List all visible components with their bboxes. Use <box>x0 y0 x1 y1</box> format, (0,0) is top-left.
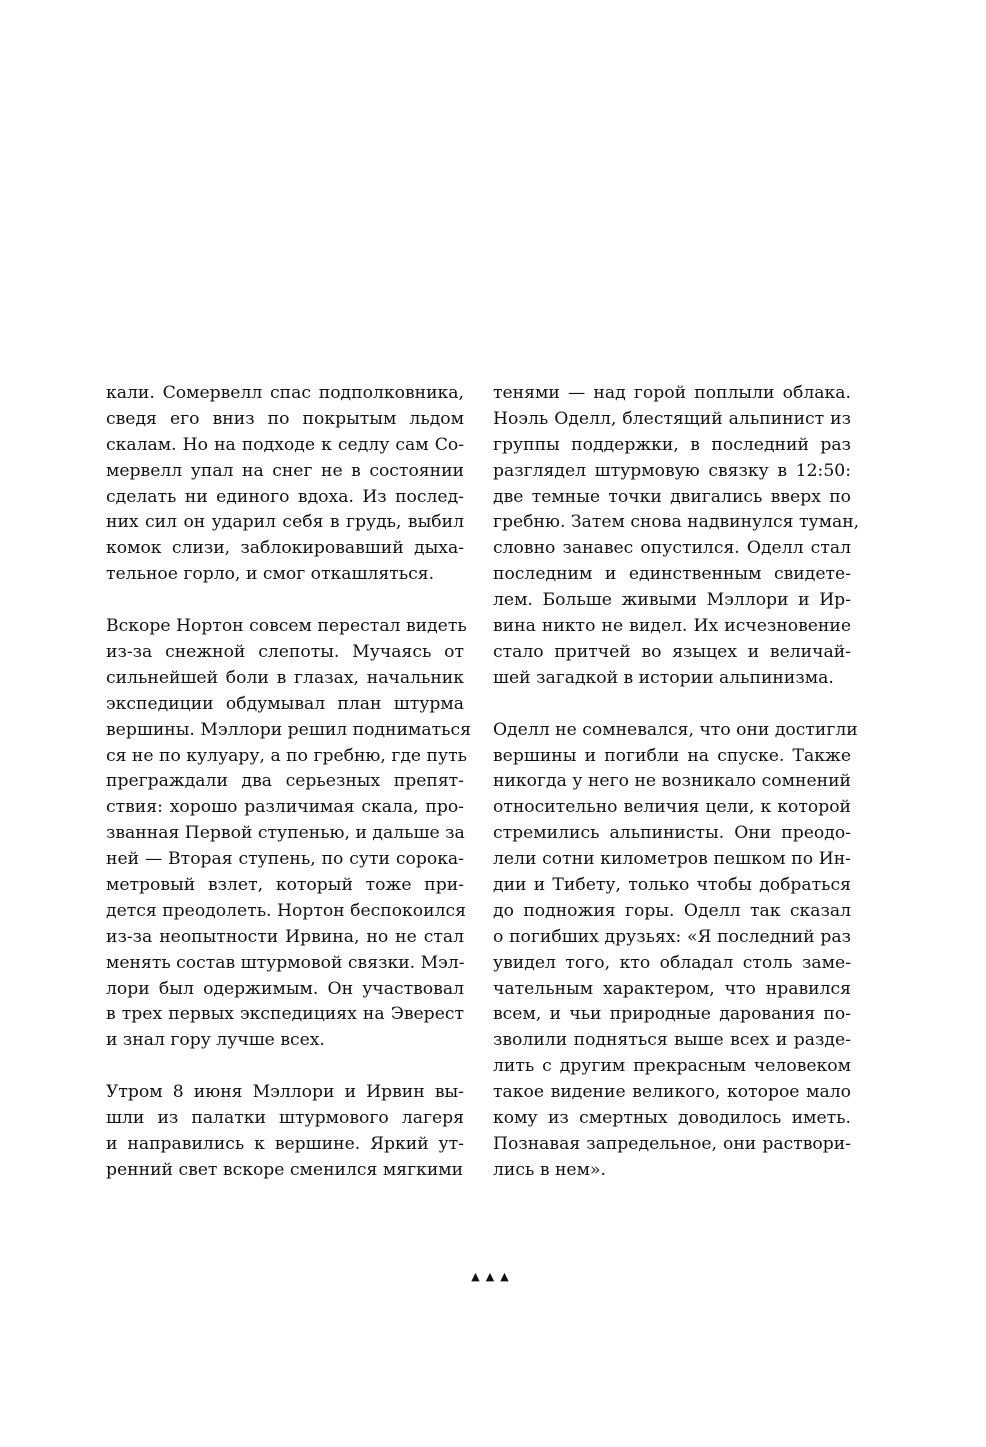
text-line: сильнейшей боли в глазах, начальник <box>106 667 464 688</box>
text-line: вершины. Мэллори решил подниматься <box>106 719 471 740</box>
text-line: комок слизи, заблокировавший дыха- <box>106 538 464 559</box>
text-line: вершины и погибли на спуске. Также <box>493 745 851 766</box>
text-line: сведя его вниз по покрытым льдом <box>106 408 464 429</box>
paragraph-gap <box>493 692 851 718</box>
text-line: менять состав штурмовой связки. Мэл- <box>106 952 465 973</box>
text-line: лись в нем». <box>493 1159 606 1180</box>
text-line: из-за снежной слепоты. Мучаясь от <box>106 642 464 663</box>
text-line: них сил он ударил себя в грудь, выбил <box>106 512 464 533</box>
text-line: никогда у него не возникало сомнений <box>493 771 851 792</box>
text-line: лить с другим прекрасным человеком <box>493 1056 851 1077</box>
paragraph-gap <box>106 1054 464 1080</box>
section-break-ornament <box>0 1270 986 1284</box>
text-line: группы поддержки, в последний раз <box>493 434 851 455</box>
text-line: и направились к вершине. Яркий ут- <box>106 1134 464 1155</box>
text-line: относительно величия цели, к которой <box>493 797 851 818</box>
text-line: лем. Больше живыми Мэллори и Ир- <box>493 590 851 611</box>
text-line: Познавая запредельное, они раствори- <box>493 1133 851 1154</box>
text-line: о погибших друзьях: «Я последний раз <box>493 926 851 947</box>
text-line: Вскоре Нортон совсем перестал видеть <box>106 616 467 637</box>
text-line: в трех первых экспедициях на Эверест <box>106 1004 464 1025</box>
text-line: званная Первой ступенью, и дальше за <box>106 823 465 844</box>
text-line: стремились альпинисты. Они преодо- <box>493 823 851 844</box>
text-line: стало притчей во языцех и величай- <box>493 641 851 662</box>
text-line: гребню. Затем снова надвинулся туман, <box>493 512 860 533</box>
text-line: мервелл упал на снег не в состоянии <box>106 460 464 481</box>
text-line: лели сотни километров пешком по Ин- <box>493 849 851 870</box>
triangle-ornament-icon: ▲▲▲ <box>471 1270 515 1283</box>
text-line: ся не по кулуару, а по гребню, где путь <box>106 745 467 766</box>
text-line: кали. Сомервелл спас подполковника, <box>106 383 464 403</box>
text-line: ствия: хорошо различимая скала, про- <box>106 797 464 818</box>
text-line: тенями — над горой поплыли облака. <box>493 383 851 403</box>
text-line: метровый взлет, который тоже при- <box>106 875 464 896</box>
text-line: разглядел штурмовую связку в 12:50: <box>493 460 851 481</box>
text-line: вина никто не видел. Их исчезновение <box>493 616 851 637</box>
text-line: ней — Вторая ступень, по сути сорока- <box>106 849 464 870</box>
text-line: преграждали два серьезных препят- <box>106 771 464 792</box>
text-line: тельное горло, и смог откашляться. <box>106 564 435 585</box>
text-line: Ноэль Оделл, блестящий альпинист из <box>493 408 851 429</box>
paragraph <box>493 718 858 1184</box>
text-line: скалам. Но на подходе к седлу сам Со- <box>106 434 464 455</box>
text-line: шей загадкой в истории альпинизма. <box>493 667 834 688</box>
text-line: дется преодолеть. Нортон беспокоился <box>106 900 466 921</box>
text-line: дии и Тибету, только чтобы добраться <box>493 875 851 896</box>
text-line: увидел того, кто обладал столь заме- <box>493 952 851 973</box>
paragraph-gap <box>106 588 464 614</box>
text-line: шли из палатки штурмового лагеря <box>106 1108 464 1129</box>
text-line: кому из смертных доводилось иметь. <box>493 1108 851 1129</box>
text-line: две темные точки двигались вверх по <box>493 486 851 507</box>
right-text-column <box>493 381 860 1184</box>
paragraph <box>493 381 860 692</box>
left-text-column <box>106 381 471 1184</box>
text-line: Утром 8 июня Мэллори и Ирвин вы- <box>106 1082 464 1103</box>
text-line: зволили подняться выше всех и разде- <box>493 1030 851 1051</box>
text-line: такое видение великого, которое мало <box>493 1082 851 1103</box>
text-line: из-за неопытности Ирвина, но не стал <box>106 926 464 947</box>
paragraph <box>106 614 471 1054</box>
paragraph <box>106 1080 464 1184</box>
text-line: Оделл не сомневался, что они достигли <box>493 719 858 740</box>
text-line: словно занавес опустился. Оделл стал <box>493 538 851 559</box>
text-line: всем, и чьи природные дарования по- <box>493 1004 851 1025</box>
text-line: последним и единственным свидете- <box>493 564 851 585</box>
text-line: экспедиции обдумывал план штурма <box>106 693 464 714</box>
text-line: ренний свет вскоре сменился мягкими <box>106 1159 464 1180</box>
paragraph <box>106 381 464 588</box>
text-line: и знал гору лучше всех. <box>106 1030 325 1051</box>
text-line: сделать ни единого вдоха. Из послед- <box>106 486 464 507</box>
text-line: до подножия горы. Оделл так сказал <box>493 900 851 921</box>
text-line: лори был одержимым. Он участвовал <box>106 978 464 999</box>
text-line: чательным характером, что нравился <box>493 978 851 999</box>
